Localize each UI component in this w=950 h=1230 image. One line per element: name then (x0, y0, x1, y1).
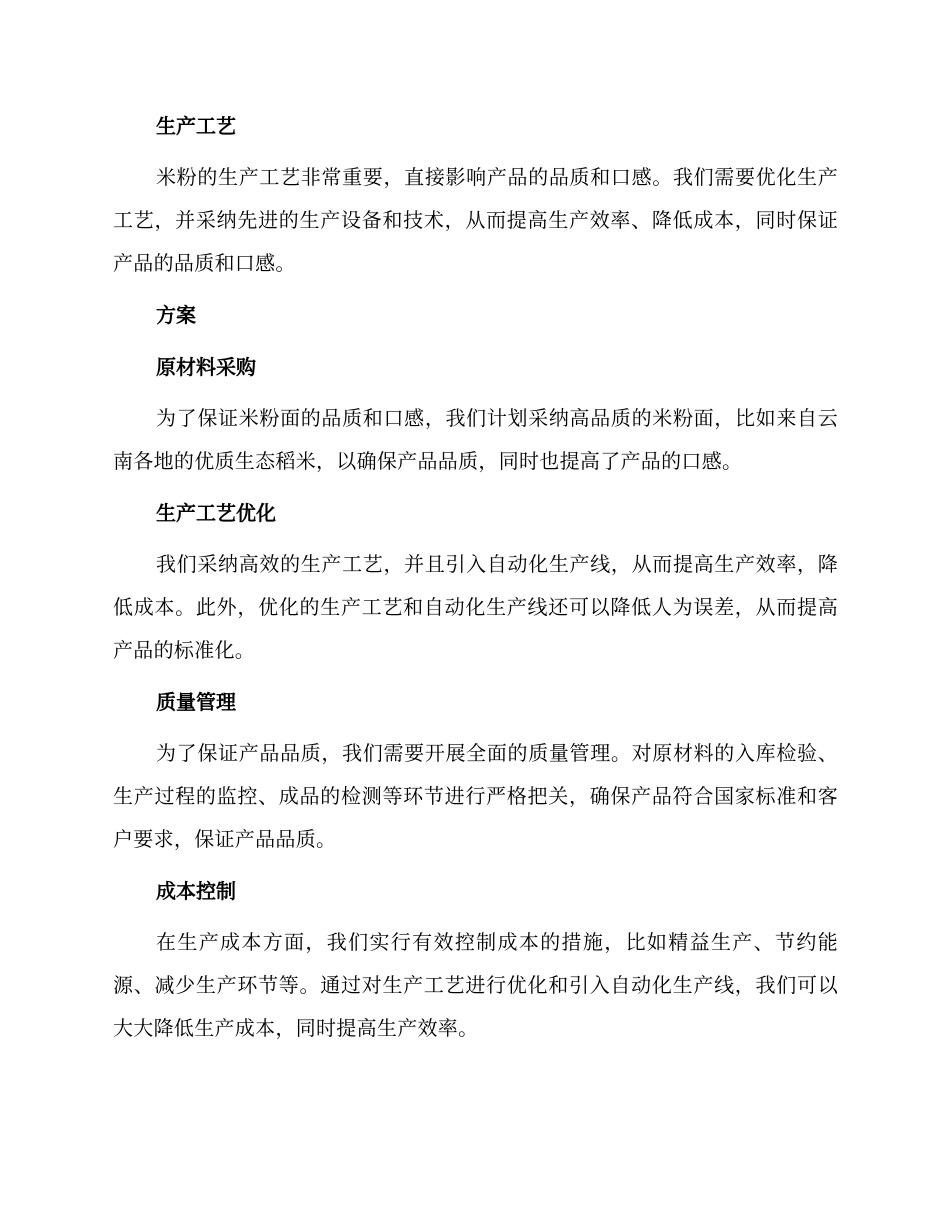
section-body-cost-control: 在生产成本方面，我们实行有效控制成本的措施，比如精益生产、节约能源、减少生产环节等。通过对生产工艺进行优化和引入自动化生产线，我们可以大大降低生产成本，同时提高生产效率。 (113, 930, 838, 1040)
section-body-quality-management: 为了保证产品品质，我们需要开展全面的质量管理。对原材料的入库检验、生产过程的监控、成品的检测等环节进行严格把关，确保产品符合国家标准和客户要求，保证产品品质。 (113, 741, 838, 851)
section-body-production-process: 米粉的生产工艺非常重要，直接影响产品的品质和口感。我们需要优化生产工艺，并采纳先进的生产设备和技术，从而提高生产效率、降低成本，同时保证产品的品质和口感。 (113, 165, 838, 275)
section-heading-quality-management: 质量管理 (156, 690, 236, 714)
section-heading-plan: 方案 (156, 303, 196, 327)
section-body-process-optimization: 我们采纳高效的生产工艺，并且引入自动化生产线，从而提高生产效率，降低成本。此外，优化的生产工艺和自动化生产线还可以降低人为误差，从而提高产品的标准化。 (113, 552, 838, 662)
section-heading-cost-control: 成本控制 (156, 879, 236, 903)
document-page (113, 104, 838, 1058)
section-heading-raw-material-procurement: 原材料采购 (156, 355, 256, 379)
section-body-raw-material-procurement: 为了保证米粉面的品质和口感，我们计划采纳高品质的米粉面，比如来自云南各地的优质生态稻米，以确保产品品质，同时也提高了产品的口感。 (113, 406, 838, 473)
section-heading-process-optimization: 生产工艺优化 (156, 501, 276, 525)
section-heading-production-process: 生产工艺 (156, 114, 236, 138)
